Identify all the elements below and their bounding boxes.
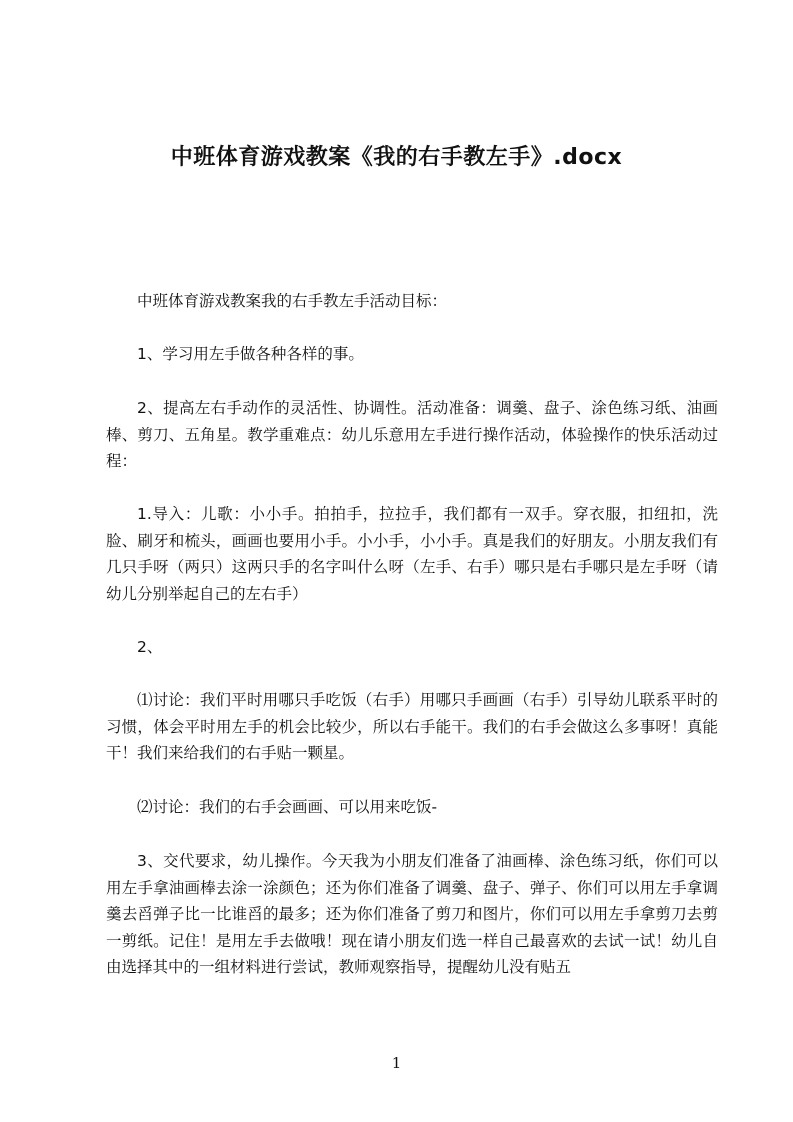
paragraph-discussion-1: ⑴讨论：我们平时用哪只手吃饭（右手）用哪只手画画（右手）引导幼儿联系平时的习惯，体会平时用左手的机会比较少，所以右手能干。我们的右手会做这么多事呀！真能干！我们来给我们的右手贴一颗星。 bbox=[106, 691, 718, 762]
paragraph-goal-1: 1、学习用左手做各种各样的事。 bbox=[137, 345, 364, 363]
paragraph-goal-2-preparation: 2、提高左右手动作的灵活性、协调性。活动准备：调羹、盘子、涂色练习纸、油画棒、剪刀、五角星。教学重难点：幼儿乐意用左手进行操作活动，体验操作的快乐活动过程： bbox=[106, 399, 718, 470]
paragraph-step-3: 3、交代要求，幼儿操作。今天我为小朋友们准备了油画棒、涂色练习纸，你们可以用左手拿油画棒去涂一涂颜色；还为你们准备了调羹、盘子、弹子、你们可以用左手拿调羹去舀弹子比一比谁舀的最多；还为你们准备了剪刀和图片，你们可以用左手拿剪刀去剪一剪纸。记住！是用左手去做哦！现在请小朋友们选一样自己最喜欢的去试一试！幼儿自由选择其中的一组材料进行尝试，教师观察指导，提醒幼儿没有贴五 bbox=[106, 852, 718, 976]
paragraph-discussion-2: ⑵讨论：我们的右手会画画、可以用来吃饭- bbox=[137, 798, 438, 816]
document-title: 中班体育游戏教案《我的右手教左手》.docx bbox=[170, 145, 623, 170]
paragraph-step-2: 2、 bbox=[137, 638, 163, 656]
paragraph-objectives-heading: 中班体育游戏教案我的右手教左手活动目标： bbox=[137, 292, 448, 310]
page-number: 1 bbox=[391, 1054, 402, 1072]
paragraph-step-1-intro: 1.导入：儿歌：小小手。拍拍手，拉拉手，我们都有一双手。穿衣服，扣纽扣，洗脸、刷牙和梳头，画画也要用小手。小小手，小小手。真是我们的好朋友。小朋友我们有几只手呀（两只）这两只手的名字叫什么呀（左手、右手）哪只是右手哪只是左手呀（请幼儿分别举起自己的左右手） bbox=[106, 505, 718, 603]
